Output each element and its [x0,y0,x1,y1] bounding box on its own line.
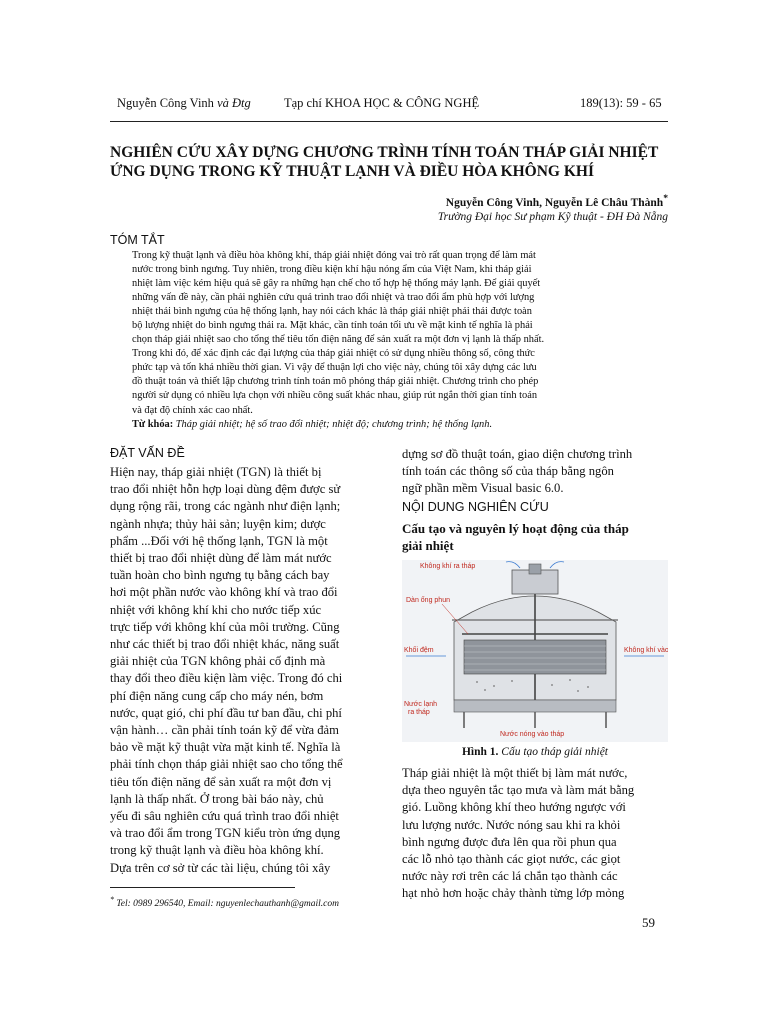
header-journal: Tạp chí KHOA HỌC & CÔNG NGHỆ [284,96,480,110]
abstract-heading: TÓM TẮT [110,233,165,247]
label-fill: Khối đệm [404,647,434,654]
body-line: vận hành… cần phải tính toán kỹ để vừa đảm [110,723,339,738]
page-number: 59 [642,915,655,930]
body-line: và trao đổi ẩm trong TGN kiểu tròn ứng dụng [110,826,341,841]
keywords: Tháp giải nhiệt; hệ số trao đổi nhiệt; nhiệt độ; chương trình; hệ thống lạnh. [175,418,493,430]
body-line: lưu lượng nước. Nước nóng sau khi ra khỏi [402,817,621,832]
footnote-rule [110,887,295,888]
body-line: thay đổi theo điều kiện làm việc. Trong đó chi [110,671,343,686]
keywords-label: Từ khóa: [132,418,174,430]
header-rule [110,121,668,122]
body-line: Tháp giải nhiệt là một thiết bị làm mát nước, [402,766,628,780]
column2-top-body [402,446,668,498]
label-cold-water-2: ra tháp [408,709,430,716]
body-line: hạt nhỏ hơn hoặc chảy thành từng lớp mỏng [402,886,625,901]
abstract-line: nước trong bình ngưng. Tuy nhiên, trong điều kiện khí hậu nóng ẩm của Việt Nam, khi tháp giải [132,264,532,276]
body-line: bình ngưng được đưa lên qua rồi phun qua [402,834,617,849]
body-line: bảo về mặt kỹ thuật vừa mặt kinh tế. Nghĩa là [110,740,341,755]
abstract-line: chọn tháp giải nhiệt sao cho tổng thể tiêu tốn điện năng để sản xuất ra một đơn vị lạnh là thấp nhất. [132,334,545,346]
caption-label: Hình 1. [461,746,499,758]
body-line: nước, quạt gió, chi phí đầu tư ban đầu, chi phí [110,705,342,720]
footnote-mark: * [110,895,114,904]
label-hot-water-in: Nước nóng vào tháp [500,731,565,738]
body-line: Hiện nay, tháp giải nhiệt (TGN) là thiết bị [110,465,322,479]
author-names: Nguyễn Công Vinh, Nguyễn Lê Châu Thành [445,196,664,209]
footnote-text: Tel: 0989 296540, Email: nguyenlechauthanh@gmail.com [116,899,339,910]
abstract-line: nhiệt thải bình ngưng của hệ thống lạnh, hay nói cách khác là tháp giải nhiệt phải thải được toàn [132,306,532,318]
body-line: tiêu tốn điện năng để sản xuất ra một đơn vị [110,774,332,789]
body-line: dựa theo nguyên tắc tạo mưa và làm mát bằng [402,783,635,798]
section-heading-introduction: ĐẶT VẤN ĐỀ [110,446,185,460]
body-line: tuần hoàn cho bình ngưng tụ bằng cách bay [110,568,330,583]
abstract-line: bộ lượng nhiệt do bình ngưng thải ra. Mặt khác, cần tính toán tối ưu về mặt kinh tế nghĩa là phải [132,320,533,332]
subheading-line-2: giải nhiệt [402,538,454,553]
body-line: gió. Luồng không khí theo hướng ngược với [402,800,626,815]
column2-bottom-body [402,765,668,903]
body-line: trao đổi nhiệt hỗn hợp loại dùng đệm được sử [110,482,341,497]
basin [454,700,616,712]
header-issue: 189(13): 59 - 65 [580,96,662,110]
body-line: phải tính chọn tháp giải nhiệt sao cho tổng thể [110,757,343,772]
label-cold-water-1: Nước lạnh [404,701,438,708]
abstract-body [132,249,674,432]
abstract-line: phức tạp và tốn khá nhiều thời gian. Vì vậy để thuận lợi cho việc này, chúng tôi xây dựng các lưu [132,362,537,374]
header-et-al: và Đtg [217,96,251,110]
body-line: các lỗ nhỏ tạo thành các giọt nước, các giọt [402,852,621,867]
figure-caption [402,746,668,758]
caption-text: Cấu tạo tháp giải nhiệt [501,746,608,758]
keywords-line [132,418,674,432]
abstract-line: Trong kỹ thuật lạnh và điều hòa không khí, tháp giải nhiệt đóng vai trò rất quan trọng để làm mát [132,250,536,261]
body-line: dụng rộng rãi, trong các ngành như điện lạnh; [110,499,341,514]
paper-title [110,143,670,181]
body-line: hơi một phần nước vào không khí và trao đổi [110,585,338,600]
body-line: như các thiết bị trao đổi nhiệt khác, năng suất [110,637,340,652]
author-block [438,192,668,224]
body-line: lạnh là thấp nhất. Ở trong bài báo này, chủ [110,791,324,806]
fan-motor [529,564,541,574]
body-line: giải nhiệt của TGN không phải cố định mà [110,654,326,669]
abstract-line: những vấn đề này, cần phải nghiên cứu quá trình trao đổi nhiệt và trao đổi ẩm phù hợp với lượng [132,292,535,304]
cooling-tower-figure [402,560,668,742]
body-line: tính toán các thông số của tháp bằng ngôn [402,464,614,479]
abstract-line: đồ thuật toán và thiết lập chương trình tính toán mô phỏng tháp giải nhiệt. Chương trình cho phép [132,376,539,388]
introduction-body [110,464,370,877]
body-line: dựng sơ đồ thuật toán, giao diện chương trình [402,447,633,461]
running-header-authors [117,96,251,111]
cooling-tower-diagram [402,560,668,742]
author-affiliation: Trường Đại học Sư phạm Kỹ thuật - ĐH Đà Nẵng [437,210,668,223]
title-line-1: NGHIÊN CỨU XÂY DỰNG CHƯƠNG TRÌNH TÍNH TOÁN THÁP GIẢI NHIỆT [110,144,659,161]
body-line: ngành nhựa; thủy hải sản; luyện kim; dược [110,516,326,531]
abstract-line: nhiệt làm việc kém hiệu quả sẽ gây ra những hạn chế cho tổ hợp hệ thống máy lạnh. Để giải quyết [132,278,541,290]
label-air-in: Không khí vào [624,647,668,654]
body-line: trong kỹ thuật lạnh và điều hòa không khí. [110,843,324,858]
title-line-2: ỨNG DỤNG TRONG KỸ THUẬT LẠNH VÀ ĐIỀU HÒA KHÔNG KHÍ [110,163,595,180]
body-line: Dựa trên cơ sở từ các tài liệu, chúng tôi xây [110,860,331,875]
subheading-line-1: Cấu tạo và nguyên lý hoạt động của tháp [402,521,629,536]
subsection-heading [402,520,668,554]
body-line: phẩm ...Đối với hệ thống lạnh, TGN là một [110,533,328,548]
header-author: Nguyễn Công Vinh [117,96,214,110]
label-spray-pipe: Dàn ống phun [406,597,450,604]
label-air-out: Không khí ra tháp [420,563,476,570]
section-heading-content: NỘI DUNG NGHIÊN CỨU [402,500,549,514]
body-line: ngữ phần mềm Visual basic 6.0. [402,481,564,496]
body-line: yếu đi sâu nghiên cứu quá trình trao đổi nhiệt [110,809,339,824]
abstract-line: người sử dụng có nhiều lựa chọn với nhiều công suất khác nhau, giúp rút ngắn thời gian tính toán [132,390,538,402]
body-line: phí điện năng cung cấp cho máy nén, bơm [110,688,324,703]
body-line: thiết bị trao đổi nhiệt dùng để làm mát nước [110,551,332,566]
body-line: nước này rơi trên các lá chắn tạo thành các [402,869,618,884]
abstract-line: Trong khi đó, để xác định các đại lượng của tháp giải nhiệt có sử dụng nhiều thông số, công thức [132,348,535,360]
body-line: nhiệt với không khí khi cho nước tiếp xúc [110,602,322,617]
footnote [110,895,339,909]
author-mark: * [663,193,668,204]
body-line: trực tiếp với không khí của môi trường. Cũng [110,619,340,634]
abstract-line: và đạt độ chính xác cao nhất. [132,404,253,416]
fill-block [464,640,606,674]
